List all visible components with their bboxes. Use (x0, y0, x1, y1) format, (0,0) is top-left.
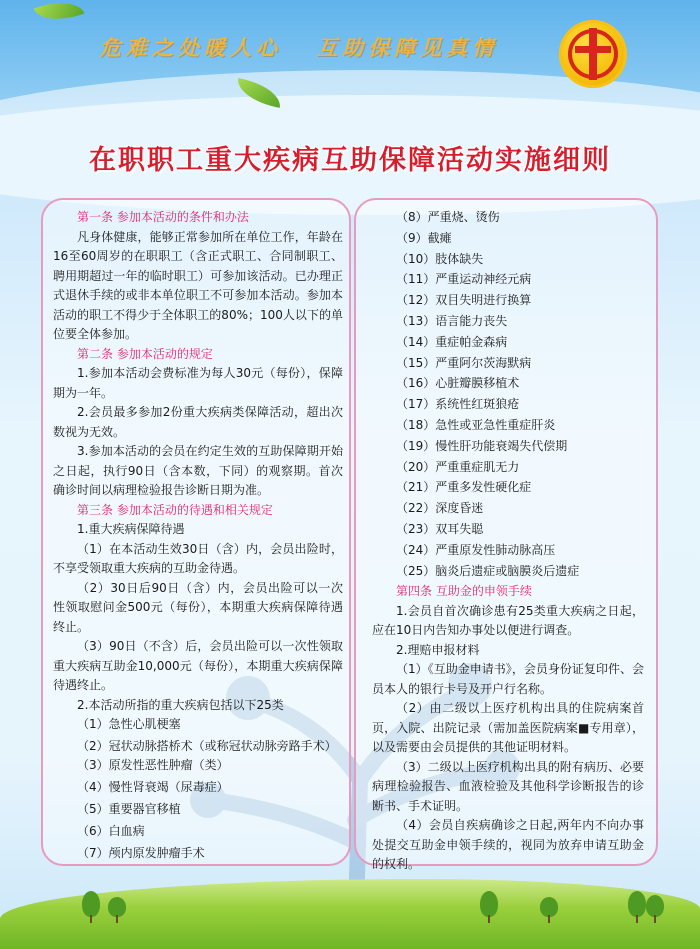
tree-icon (82, 891, 100, 917)
paragraph: （2）30日后90日（含）内，会员出险可以一次性领取慰问金500元（每份），本期重大疾病保障待遇终止。 (53, 580, 343, 634)
paragraph: 3.参加本活动的会员在约定生效的互助保障期开始之日起，执行90日（含本数，下同）的观察期。首次确诊时间以病理检验报告诊断日期为准。 (53, 444, 343, 497)
disease-list-item: （18）急性或亚急性重症肝炎 (396, 417, 556, 432)
paragraph: 凡身体健康，能够正常参加所在单位工作，年龄在16至60周岁的在职职工（含正式职工、合同制职工、聘用期超过一年的临时职工）可参加该活动。已办理正式退休手续的或非本单位职工不可参加本活动。参加本活动的职工不得少于全体职工的80%；100人以下的单位要全体参加。 (53, 229, 343, 341)
paragraph: （2）冠状动脉搭桥术（或称冠状动脉旁路手术） (77, 738, 337, 753)
section-heading: 第三条 参加本活动的待遇和相关规定 (77, 502, 273, 517)
section-heading: 第一条 参加本活动的条件和办法 (77, 210, 249, 224)
paragraph: （2）由二级以上医疗机构出具的住院病案首页，入院、出院记录（需加盖医院病案■专用章），以及需要由会员提供的其他证明材料。 (372, 701, 644, 755)
disease-list-item: （9）截瘫 (396, 230, 452, 245)
slogan-left: 危难之处暖人心 (100, 35, 282, 60)
disease-list-item: （22）深度昏迷 (396, 501, 484, 516)
disease-list-item: （17）系统性红斑狼疮 (396, 397, 520, 412)
leaf-icon (34, 0, 85, 29)
disease-list-item: （25）脑炎后遗症或脑膜炎后遗症 (396, 563, 580, 578)
disease-list-item: （8）严重烧、烫伤 (396, 210, 500, 224)
tree-icon (628, 891, 646, 917)
disease-list-item: （4）慢性肾衰竭（尿毒症） (77, 780, 229, 795)
disease-list-item: （24）严重原发性肺动脉高压 (396, 542, 556, 557)
disease-list-item: （3）原发性恶性肿瘤（类） (77, 758, 229, 773)
disease-list-item: （5）重要器官移植 (77, 802, 181, 817)
disease-list-item: （20）严重重症肌无力 (396, 459, 520, 474)
subsection-label: 1.重大疾病保障待遇 (77, 522, 185, 536)
disease-list-item: （7）颅内原发肿瘤手术 (77, 845, 205, 860)
disease-list-item: （10）肢体缺失 (396, 251, 484, 266)
paragraph: 1.会员自首次确诊患有25类重大疾病之日起，应在10日内告知办事处以便进行调查。 (372, 603, 644, 638)
paragraph: （3）90日（不含）后，会员出险可以一次性领取重大疾病互助金10,000元（每份），本期重大疾病保障待遇终止。 (53, 639, 343, 692)
disease-list-item: （23）双耳失聪 (396, 521, 484, 536)
slogan (100, 32, 498, 62)
disease-list-item: （16）心脏瓣膜移植术 (396, 376, 520, 391)
paragraph: （1）《互助金申请书》，会员身份证复印件、会员本人的银行卡号及开户行名称。 (372, 662, 644, 696)
disease-list-item: （21）严重多发性硬化症 (396, 480, 532, 495)
paragraph: 1.参加本活动会费标准为每人30元（每份），保障期为一年。 (53, 366, 343, 400)
disease-list-item: （19）慢性肝功能衰竭失代偿期 (396, 438, 568, 453)
subsection-label: 2.本活动所指的重大疾病包括以下25类 (77, 697, 284, 712)
section-heading: 第四条 互助金的申领手续 (396, 584, 532, 599)
tree-icon (646, 895, 664, 917)
paragraph: （3）二级以上医疗机构出具的附有病历、必要病理检验报告、血液检验及其他科学诊断报告的诊断书、手术证明。 (372, 759, 644, 813)
paragraph: （4）会员自疾病确诊之日起,两年内不向办事处提交互助金申领手续的，视同为放弃申请互助金的权利。 (372, 818, 644, 872)
disease-list-item: （13）语言能力丧失 (396, 313, 508, 328)
tree-icon (540, 897, 558, 917)
slogan-right: 互助保障见真情 (316, 35, 499, 60)
paragraph: （1）在本活动生效30日（含）内，会员出险时，不享受领取重大疾病的互助金待遇。 (53, 541, 343, 575)
disease-list-item: （11）严重运动神经元病 (396, 272, 532, 287)
disease-list-item: （1）急性心肌梗塞 (77, 717, 181, 731)
paragraph: 2.会员最多参加2份重大疾病类保障活动，超出次数视为无效。 (53, 405, 343, 439)
disease-list-item: （6）白血病 (77, 824, 145, 839)
grass-decoration (0, 879, 700, 949)
right-column (372, 208, 644, 875)
subsection-label: 2.理赔申报材料 (396, 642, 480, 657)
tree-icon (108, 897, 126, 917)
page-title: 在职职工重大疾病互助保障活动实施细则 (89, 145, 611, 176)
left-column (53, 208, 343, 866)
trade-union-emblem-icon (559, 20, 627, 88)
disease-list-item: （14）重症帕金森病 (396, 334, 508, 349)
tree-icon (480, 891, 498, 917)
disease-list-item: （12）双目失明进行换算 (396, 293, 532, 308)
disease-list-item: （15）严重阿尔茨海默病 (396, 355, 532, 370)
section-heading: 第二条 参加本活动的规定 (77, 346, 213, 361)
